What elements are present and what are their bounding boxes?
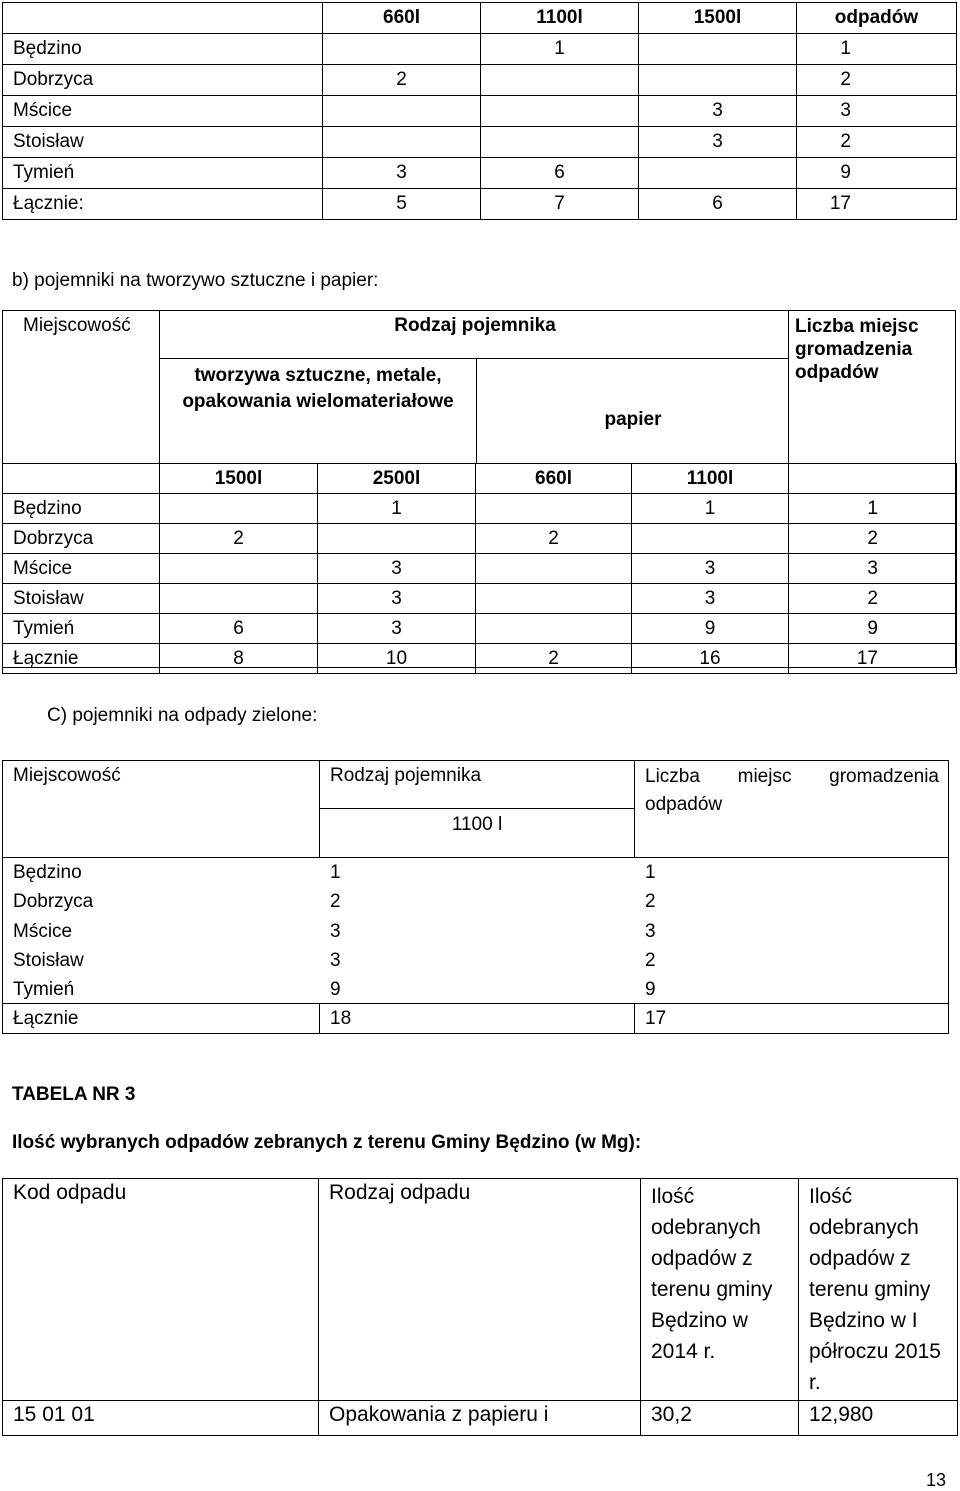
cell: 3: [323, 158, 481, 189]
cell: [160, 554, 318, 584]
place-name: Łącznie:: [3, 189, 323, 220]
cell: 9: [645, 979, 656, 1001]
table-row: [3, 524, 957, 554]
place-name: Dobrzyca: [3, 524, 160, 554]
cell: 2: [476, 644, 632, 674]
cell: 2: [476, 524, 632, 554]
cell: 18: [330, 1008, 352, 1030]
table-b-col-place: [3, 311, 160, 463]
table3-col-2014: Ilość odebranych odpadów z terenu gminy Będzino w 2014 r.: [641, 1179, 799, 1401]
cell: 6: [481, 158, 639, 189]
cell: 17: [797, 189, 957, 220]
place-name: Stoisław: [13, 949, 84, 971]
table-b-col-paper: papier: [604, 409, 662, 430]
table-b: [2, 310, 956, 668]
table-c-col-place-label: Miejscowość: [13, 765, 121, 786]
cell: [639, 34, 797, 65]
cell: [160, 584, 318, 614]
cell: 6: [160, 614, 318, 644]
cell: 16: [632, 644, 789, 674]
cell: 1: [789, 494, 957, 524]
cell: 9: [632, 614, 789, 644]
header-divider: [788, 311, 789, 463]
cell: [789, 464, 957, 494]
place-name: Mścice: [13, 920, 73, 942]
cell: 3: [632, 554, 789, 584]
cell: 2: [789, 584, 957, 614]
place-name: Tymień: [3, 158, 323, 189]
table-row: [3, 584, 957, 614]
table-a-header: [3, 3, 957, 34]
table-a: [2, 2, 957, 220]
table-c: [2, 760, 949, 1034]
header-divider: [320, 808, 634, 809]
cell: [323, 34, 481, 65]
waste-type: Opakowania z papieru i: [319, 1401, 641, 1436]
cell: [476, 494, 632, 524]
place-name: Mścice: [3, 96, 323, 127]
cell: 2: [645, 891, 656, 913]
cell: 2: [645, 949, 656, 971]
table-row: [3, 65, 957, 96]
table-a-header-cell: 1500l: [639, 3, 797, 34]
cell: 1: [797, 34, 957, 65]
table-c-col-size-label: 1100 l: [451, 814, 503, 835]
cell: 2: [323, 65, 481, 96]
cell: 2: [797, 65, 957, 96]
cell: 17: [789, 644, 957, 674]
cell: [632, 524, 789, 554]
cell: 1: [632, 494, 789, 524]
amount-2015: 12,980: [799, 1401, 958, 1436]
cell: [481, 65, 639, 96]
table-a-header-cell: [3, 3, 323, 34]
cell: [476, 584, 632, 614]
table-c-totals: [645, 858, 666, 1034]
cell: 3: [639, 96, 797, 127]
header-divider: [160, 358, 788, 359]
cell: 9: [789, 614, 957, 644]
cell: [323, 127, 481, 158]
cell: [476, 554, 632, 584]
table-c-values: [330, 858, 351, 1034]
place-name: Będzino: [3, 494, 160, 524]
cell: [323, 96, 481, 127]
cell: 1: [645, 862, 656, 883]
size-header: 660l: [476, 464, 632, 494]
cell: 3: [797, 96, 957, 127]
cell: 3: [789, 554, 957, 584]
place-name: Łącznie: [13, 1008, 79, 1030]
cell: 3: [330, 949, 341, 971]
table-c-col-type: Rodzaj pojemnika: [330, 765, 482, 786]
table-row: [3, 614, 957, 644]
cell: 2: [330, 891, 341, 913]
place-name: Łącznie: [3, 644, 160, 674]
place-name: Mścice: [3, 554, 160, 584]
table-c-col-place: [3, 761, 320, 857]
col-divider: [319, 1003, 320, 1033]
header-divider: [3, 857, 948, 858]
cell: 10: [318, 644, 476, 674]
size-header: 1500l: [160, 464, 318, 494]
place-name: Będzino: [13, 862, 82, 883]
header-divider: [634, 761, 635, 857]
cell: 3: [318, 554, 476, 584]
table-b-sizes-row: [3, 464, 957, 494]
table-b-body: [2, 463, 957, 674]
cell: 5: [323, 189, 481, 220]
place-name: Stoisław: [3, 127, 323, 158]
table-b-col-type: Rodzaj pojemnika: [394, 315, 556, 336]
cell: 9: [330, 979, 341, 1001]
cell: 9: [797, 158, 957, 189]
table-c-col-size: [320, 814, 634, 836]
table-c-places: [13, 858, 93, 1034]
cell: 6: [639, 189, 797, 220]
table3-title: TABELA NR 3: [12, 1084, 136, 1105]
cell: 3: [645, 920, 656, 942]
cell: 8: [160, 644, 318, 674]
amount-2014: 30,2: [641, 1401, 799, 1436]
table-a-header-cell: 660l: [323, 3, 481, 34]
table3-col-2015: Ilość odebranych odpadów z terenu gminy Będzino w I półroczu 2015 r.: [799, 1179, 958, 1401]
cell: [3, 464, 160, 494]
table3-col-type: Rodzaj odpadu: [319, 1179, 641, 1401]
table3-col-code: Kod odpadu: [3, 1179, 319, 1401]
cell: 2: [789, 524, 957, 554]
table-b-col-place-label: Miejscowość: [23, 315, 131, 336]
cell: [481, 127, 639, 158]
cell: 3: [639, 127, 797, 158]
place-name: Będzino: [3, 34, 323, 65]
place-name: Tymień: [13, 979, 75, 1001]
table-row: [3, 494, 957, 524]
cell: 3: [318, 584, 476, 614]
cell: 3: [318, 614, 476, 644]
cell: [639, 158, 797, 189]
table-row: [3, 158, 957, 189]
cell: 2: [797, 127, 957, 158]
cell: 3: [632, 584, 789, 614]
size-header: 2500l: [318, 464, 476, 494]
cell: [476, 614, 632, 644]
table-b-col-plastic: [160, 361, 476, 415]
table-a-header-cell: 1100l: [481, 3, 639, 34]
table-3-header: [3, 1179, 958, 1401]
cell: 7: [481, 189, 639, 220]
cell: 1: [330, 862, 341, 883]
place-name: Dobrzyca: [13, 891, 94, 913]
table-row: [3, 644, 957, 674]
cell: [639, 65, 797, 96]
section-c-title: C) pojemniki na odpady zielone:: [47, 705, 318, 726]
cell: [318, 524, 476, 554]
section-b-title: b) pojemniki na tworzywo sztuczne i papier:: [12, 270, 379, 291]
table-3: [2, 1178, 958, 1436]
cell: 1: [481, 34, 639, 65]
cell: [160, 494, 318, 524]
place-name: Stoisław: [3, 584, 160, 614]
page-number: 13: [925, 1470, 946, 1490]
col-divider: [634, 1003, 635, 1033]
table-row: [3, 189, 957, 220]
table-a-header-cell: odpadów: [797, 3, 957, 34]
table-b-col-plastic-label: tworzywa sztuczne, metale, opakowania wielomateriałowe: [182, 365, 454, 412]
table-c-col-count: Liczba miejsc gromadzenia odpadów: [645, 766, 939, 815]
table-b-col-count: Liczba miejsc gromadzenia odpadów: [795, 316, 919, 383]
cell: 2: [160, 524, 318, 554]
cell: 1: [318, 494, 476, 524]
place-name: Dobrzyca: [3, 65, 323, 96]
cell: [481, 96, 639, 127]
place-name: Tymień: [3, 614, 160, 644]
cell: 17: [645, 1008, 667, 1030]
row-divider: [3, 1003, 948, 1004]
waste-code: 15 01 01: [3, 1401, 319, 1436]
size-header: 1100l: [632, 464, 789, 494]
table-row: [3, 34, 957, 65]
table-row: [3, 127, 957, 158]
table-row: [3, 1401, 958, 1436]
table3-subtitle: Ilość wybranych odpadów zebranych z terenu Gminy Będzino (w Mg):: [12, 1132, 642, 1153]
table-row: [3, 96, 957, 127]
table-row: [3, 554, 957, 584]
cell: 3: [330, 920, 341, 942]
